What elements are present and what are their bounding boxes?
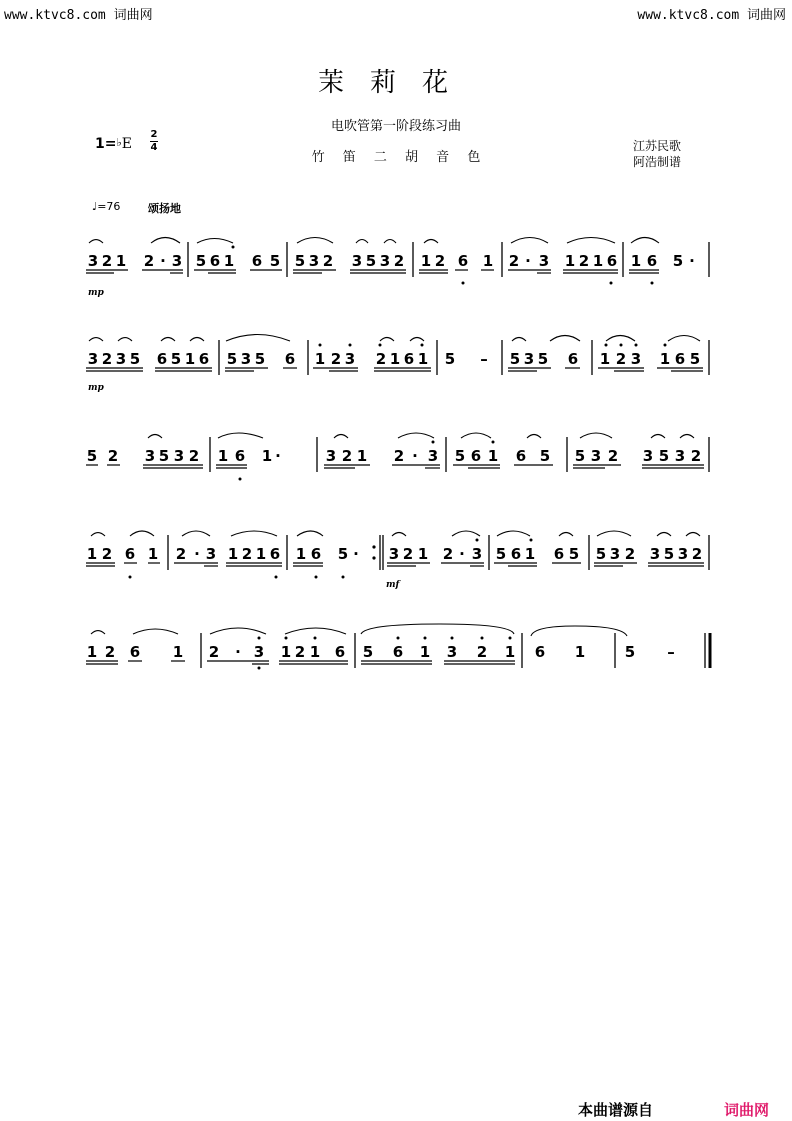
system4-note: 2 <box>442 545 454 563</box>
system4-note: 5 <box>595 545 607 563</box>
system1-note: 3 <box>351 252 363 270</box>
barlines <box>168 242 710 668</box>
system1-note: · <box>689 252 695 270</box>
system4-note: · <box>353 545 359 563</box>
system4-note: 2 <box>691 545 703 563</box>
system4-note: 5 <box>337 545 349 563</box>
system2-note: 5 <box>689 350 701 368</box>
system4-note: 3 <box>471 545 483 563</box>
system5-note: 1 <box>280 643 292 661</box>
system1-note: 3 <box>87 252 99 270</box>
slurs <box>86 238 703 637</box>
system1-note: 2 <box>322 252 334 270</box>
system1-note: 6 <box>209 252 221 270</box>
system3-note: 1 <box>487 447 499 465</box>
system3-note: 5 <box>539 447 551 465</box>
system4-note: · <box>194 545 200 563</box>
expression-marking: 颂扬地 <box>148 202 181 215</box>
system4-note: 3 <box>205 545 217 563</box>
system2-note: 1 <box>659 350 671 368</box>
system2-note: 6 <box>156 350 168 368</box>
system1-note: 2 <box>143 252 155 270</box>
song-title: 茉莉花 <box>317 68 474 98</box>
system3-note: 2 <box>341 447 353 465</box>
flat-sign: ♭ <box>116 136 122 149</box>
system2-note: 3 <box>240 350 252 368</box>
system1-note: 6 <box>251 252 263 270</box>
system2-note: 2 <box>615 350 627 368</box>
system3-note: 1 <box>217 447 229 465</box>
system5-note: 3 <box>446 643 458 661</box>
system2-note: 3 <box>87 350 99 368</box>
system5-note: 5 <box>624 643 636 661</box>
system2-note: 5 <box>129 350 141 368</box>
system5-note: 6 <box>334 643 346 661</box>
key-note: E <box>121 136 132 152</box>
system3-note: 2 <box>607 447 619 465</box>
system2-note: 5 <box>254 350 266 368</box>
site-logo: 词曲网 <box>724 1101 770 1119</box>
system4-note: 6 <box>553 545 565 563</box>
system2-note: 5 <box>509 350 521 368</box>
system4-note: 5 <box>568 545 580 563</box>
system2-note: 1 <box>599 350 611 368</box>
system4-note: 2 <box>241 545 253 563</box>
system1-note: 1 <box>592 252 604 270</box>
system4-note: 3 <box>649 545 661 563</box>
system1-note: 5 <box>365 252 377 270</box>
meter-top: 2 <box>150 129 158 140</box>
system2-note: 5 <box>226 350 238 368</box>
system1-note: 2 <box>393 252 405 270</box>
system5-note: 6 <box>392 643 404 661</box>
system4-note: 6 <box>269 545 281 563</box>
system5-note: 1 <box>86 643 98 661</box>
system5-note: 1 <box>504 643 516 661</box>
system1-note: 5 <box>294 252 306 270</box>
system3-note: 3 <box>325 447 337 465</box>
system1-note: 5 <box>269 252 281 270</box>
system5-note: · <box>235 643 241 661</box>
system2-note: 3 <box>630 350 642 368</box>
system4-note: 3 <box>388 545 400 563</box>
system3-note: 2 <box>107 447 119 465</box>
system3-note: · <box>412 447 418 465</box>
system3-note: 2 <box>393 447 405 465</box>
system3-note: 2 <box>188 447 200 465</box>
system3-note: 5 <box>658 447 670 465</box>
system5-note: 3 <box>253 643 265 661</box>
system2-note: 3 <box>344 350 356 368</box>
system3-note: 6 <box>470 447 482 465</box>
origin-line2: 阿浩制谱 <box>633 155 682 169</box>
system4-note: 3 <box>677 545 689 563</box>
system3-note: 3 <box>674 447 686 465</box>
system2-note: 6 <box>567 350 579 368</box>
system1-note: 2 <box>434 252 446 270</box>
system1-note: 2 <box>578 252 590 270</box>
system3-note: 1 <box>261 447 273 465</box>
system4-note: 6 <box>510 545 522 563</box>
system2-note: 1 <box>184 350 196 368</box>
system3-note: 5 <box>574 447 586 465</box>
system3-note: 3 <box>427 447 439 465</box>
system4-note: 2 <box>101 545 113 563</box>
system2-note: 3 <box>115 350 127 368</box>
system1-note: 2 <box>101 252 113 270</box>
system4-note: 2 <box>175 545 187 563</box>
system3-note: · <box>275 447 281 465</box>
system2-note: – <box>480 350 488 368</box>
system1-note: 3 <box>308 252 320 270</box>
system1-note: 1 <box>630 252 642 270</box>
system1-note: 2 <box>508 252 520 270</box>
system3-note: 5 <box>158 447 170 465</box>
system1-note: 5 <box>672 252 684 270</box>
system2-note: 6 <box>284 350 296 368</box>
system1-note: 3 <box>538 252 550 270</box>
system4-note: · <box>459 545 465 563</box>
system1-note: 1 <box>223 252 235 270</box>
dynamic-mp-2: mp <box>88 383 104 393</box>
system2-note: 6 <box>198 350 210 368</box>
system1-note: 6 <box>646 252 658 270</box>
system1-note: 6 <box>606 252 618 270</box>
system5-note: 2 <box>294 643 306 661</box>
system2-note: 5 <box>537 350 549 368</box>
system2-note: 5 <box>444 350 456 368</box>
system4-note: 5 <box>495 545 507 563</box>
system4-note: 1 <box>227 545 239 563</box>
system2-note: 2 <box>330 350 342 368</box>
system3-note: 3 <box>642 447 654 465</box>
system2-note: 1 <box>314 350 326 368</box>
system1-note: · <box>525 252 531 270</box>
system1-note: · <box>160 252 166 270</box>
system5-note: 2 <box>476 643 488 661</box>
system3-note: 6 <box>515 447 527 465</box>
system4-note: 1 <box>417 545 429 563</box>
system5-note: 6 <box>534 643 546 661</box>
system4-note: 5 <box>663 545 675 563</box>
system3-note: 6 <box>234 447 246 465</box>
system5-note: 5 <box>362 643 374 661</box>
notes <box>87 252 702 661</box>
system1-note: 1 <box>420 252 432 270</box>
beams <box>86 270 704 664</box>
system4-note: 1 <box>147 545 159 563</box>
system4-note: 2 <box>624 545 636 563</box>
system4-note: 1 <box>295 545 307 563</box>
system3-note: 3 <box>144 447 156 465</box>
subtitle-tone: 竹 笛 二 胡 音 色 <box>311 150 481 165</box>
system5-note: 1 <box>172 643 184 661</box>
system2-note: 6 <box>674 350 686 368</box>
dynamic-mp-1: mp <box>88 288 104 298</box>
system2-note: 6 <box>403 350 415 368</box>
source-label: 本曲谱源自 <box>578 1101 654 1119</box>
system3-note: 3 <box>590 447 602 465</box>
system1-note: 1 <box>115 252 127 270</box>
meter-bottom: 4 <box>150 142 158 153</box>
system2-note: 5 <box>170 350 182 368</box>
system4-note: 2 <box>402 545 414 563</box>
key-prefix: 1= <box>95 136 117 152</box>
system5-note: – <box>667 643 675 661</box>
tempo-marking: ♩=76 <box>92 200 121 213</box>
system5-note: 2 <box>208 643 220 661</box>
system2-note: 1 <box>389 350 401 368</box>
system4-note: 1 <box>86 545 98 563</box>
system5-note: 6 <box>129 643 141 661</box>
system1-note: 6 <box>457 252 469 270</box>
system1-note: 3 <box>171 252 183 270</box>
subtitle-exercise: 电吹管第一阶段练习曲 <box>330 119 461 134</box>
system4-note: 6 <box>124 545 136 563</box>
system2-note: 2 <box>375 350 387 368</box>
system3-note: 2 <box>690 447 702 465</box>
system2-note: 3 <box>523 350 535 368</box>
system5-note: 1 <box>309 643 321 661</box>
system3-note: 5 <box>454 447 466 465</box>
system1-note: 5 <box>195 252 207 270</box>
system5-note: 2 <box>104 643 116 661</box>
system1-note: 1 <box>482 252 494 270</box>
system4-note: 1 <box>524 545 536 563</box>
system1-note: 1 <box>564 252 576 270</box>
system2-note: 2 <box>101 350 113 368</box>
system2-note: 1 <box>417 350 429 368</box>
watermark-left: www.ktvc8.com 词曲网 <box>4 8 153 23</box>
system4-note: 6 <box>310 545 322 563</box>
origin-line1: 江苏民歌 <box>633 139 682 153</box>
system5-note: 1 <box>419 643 431 661</box>
watermark-right: www.ktvc8.com 词曲网 <box>637 8 786 23</box>
system3-note: 3 <box>173 447 185 465</box>
system3-note: 1 <box>356 447 368 465</box>
dynamic-mf: mf <box>386 580 400 590</box>
system4-note: 1 <box>255 545 267 563</box>
system5-note: 1 <box>574 643 586 661</box>
system1-note: 3 <box>379 252 391 270</box>
system3-note: 5 <box>86 447 98 465</box>
system4-note: 3 <box>609 545 621 563</box>
